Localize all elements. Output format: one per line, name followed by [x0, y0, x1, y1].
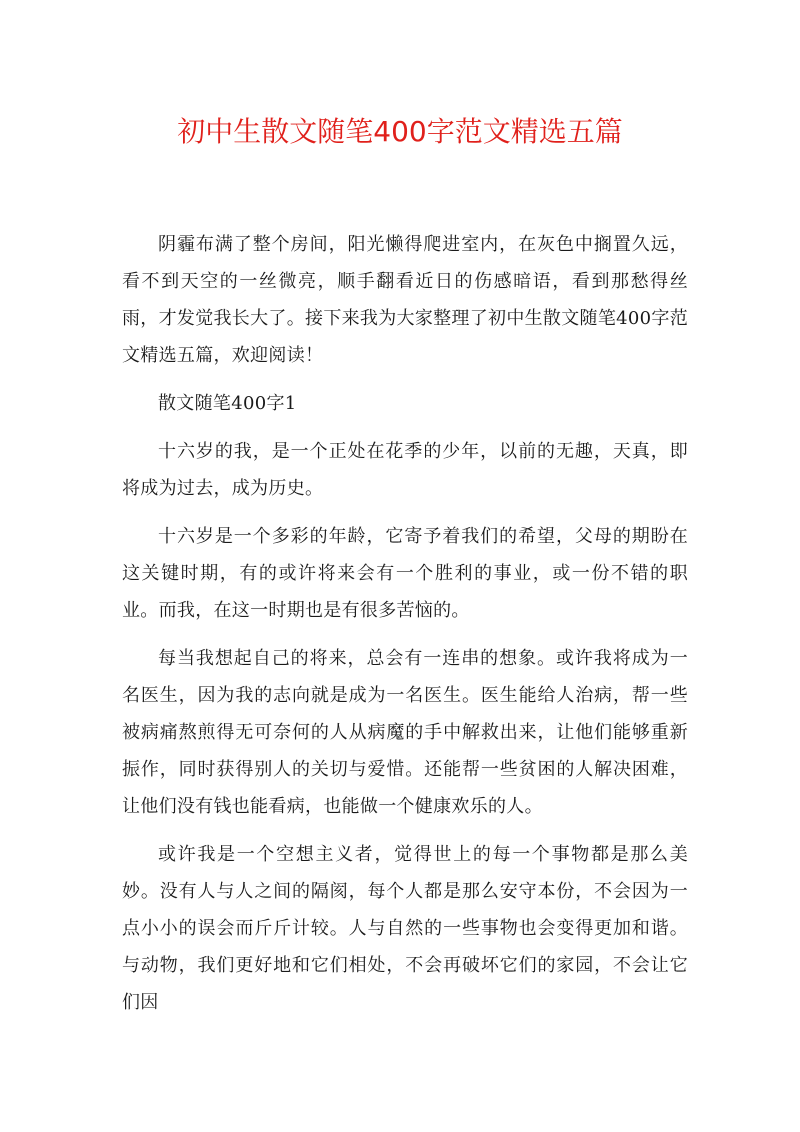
paragraph: 每当我想起自己的将来，总会有一连串的想象。或许我将成为一名医生，因为我的志向就是成为一名医生。医生能给人治病，帮一些被病痛熬煎得无可奈何的人从病魔的手中解救出来，让他们能够重新振作，同时获得别人的关切与爱惜。还能帮一些贫困的人解决困难，让他们没有钱也能看病，也能做一个健康欢乐的人。 — [122, 648, 688, 817]
paragraph-intro: 阴霾布满了整个房间，阳光懒得爬进室内，在灰色中搁置久远，看不到天空的一丝微亮，顺手翻看近日的伤感暗语，看到那愁得丝雨，才发觉我长大了。接下来我为大家整理了初中生散文随笔400字范文精选五篇，欢迎阅读！ — [122, 234, 688, 366]
document-body — [122, 226, 688, 1032]
paragraph: 或许我是一个空想主义者，觉得世上的每一个事物都是那么美妙。没有人与人之间的隔阂，每个人都是那么安守本份，不会因为一点小小的误会而斤斤计较。人与自然的一些事物也会变得更加和谐。与动物，我们更好地和它们相处，不会再破坏它们的家园，不会让它们因 — [122, 844, 688, 1013]
paragraph: 十六岁是一个多彩的年龄，它寄予着我们的希望，父母的期盼在这关键时期，有的或许将来会有一个胜利的事业，或一份不错的职业。而我，在这一时期也是有很多苦恼的。 — [122, 526, 688, 621]
section-heading: 散文随笔400字1 — [158, 393, 297, 414]
document-title: 初中生散文随笔400字范文精选五篇 — [177, 115, 623, 148]
paragraph: 十六岁的我，是一个正处在花季的少年，以前的无趣，天真，即将成为过去，成为历史。 — [122, 441, 688, 499]
